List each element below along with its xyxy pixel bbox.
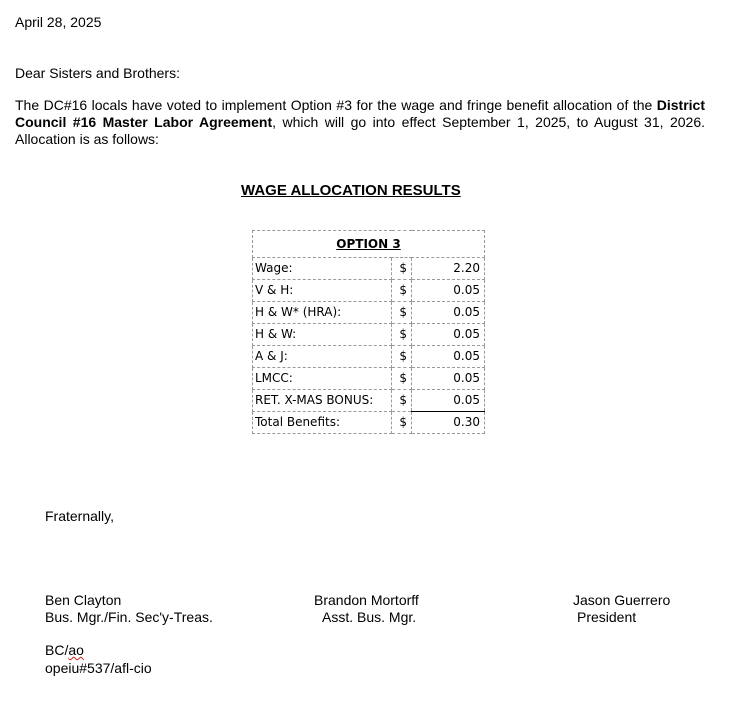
table-row [253, 346, 485, 368]
signer-title: President [577, 609, 637, 625]
row-label: Total Benefits: [253, 412, 392, 434]
table-row [253, 280, 485, 302]
currency-symbol: $ [392, 324, 412, 346]
currency-symbol: $ [392, 412, 412, 434]
signature-block [573, 592, 670, 626]
table-row [253, 324, 485, 346]
currency-symbol: $ [392, 390, 412, 412]
body-rest: , which will go into effect September 1, 2025, to August 31, 2026. Allocation is as follows: [15, 114, 705, 147]
signature-block [45, 592, 213, 626]
option-header: OPTION 3 [253, 231, 485, 258]
currency-symbol: $ [392, 302, 412, 324]
table-row [253, 258, 485, 280]
signer-title: Asst. Bus. Mgr. [322, 609, 417, 625]
row-label: V & H: [253, 280, 392, 302]
signer-name: Brandon Mortorff [314, 592, 419, 608]
initials-suffix: ao [68, 642, 84, 658]
row-label: H & W: [253, 324, 392, 346]
salutation: Dear Sisters and Brothers: [15, 65, 180, 81]
currency-symbol: $ [392, 280, 412, 302]
agreement-name: District Council #16 Master Labor Agreement [15, 97, 705, 130]
row-value: 0.05 [412, 346, 485, 368]
letter-date: April 28, 2025 [15, 14, 102, 30]
row-label: A & J: [253, 346, 392, 368]
row-value: 0.05 [412, 280, 485, 302]
signature-block [314, 592, 419, 626]
total-row [253, 412, 485, 434]
currency-symbol: $ [392, 258, 412, 280]
row-value: 0.05 [412, 302, 485, 324]
signer-name: Jason Guerrero [573, 592, 671, 608]
currency-symbol: $ [392, 346, 412, 368]
initials-block [45, 641, 152, 677]
allocation-heading: WAGE ALLOCATION RESULTS [241, 182, 461, 199]
union-tag: opeiu#537/afl-cio [45, 660, 152, 676]
body-paragraph [15, 97, 705, 148]
row-label: H & W* (HRA): [253, 302, 392, 324]
row-label: RET. X-MAS BONUS: [253, 390, 392, 412]
table-header-row [253, 231, 485, 258]
body-intro: The DC#16 locals have voted to implement Option #3 for the wage and fringe benefit allocation of the [15, 97, 657, 113]
row-value: 0.05 [412, 324, 485, 346]
initials-prefix: BC/ [45, 642, 69, 658]
table-row [253, 302, 485, 324]
row-label: LMCC: [253, 368, 392, 390]
row-value: 2.20 [412, 258, 485, 280]
row-value: 0.05 [412, 390, 485, 412]
row-value: 0.05 [412, 368, 485, 390]
row-value: 0.30 [412, 412, 485, 434]
table-row [253, 368, 485, 390]
table-row [253, 390, 485, 412]
signer-title: Bus. Mgr./Fin. Sec'y-Treas. [45, 609, 213, 625]
allocation-table [252, 230, 485, 434]
currency-symbol: $ [392, 368, 412, 390]
closing: Fraternally, [45, 508, 114, 524]
row-label: Wage: [253, 258, 392, 280]
typist-initials [45, 641, 152, 659]
signer-name: Ben Clayton [45, 592, 122, 608]
